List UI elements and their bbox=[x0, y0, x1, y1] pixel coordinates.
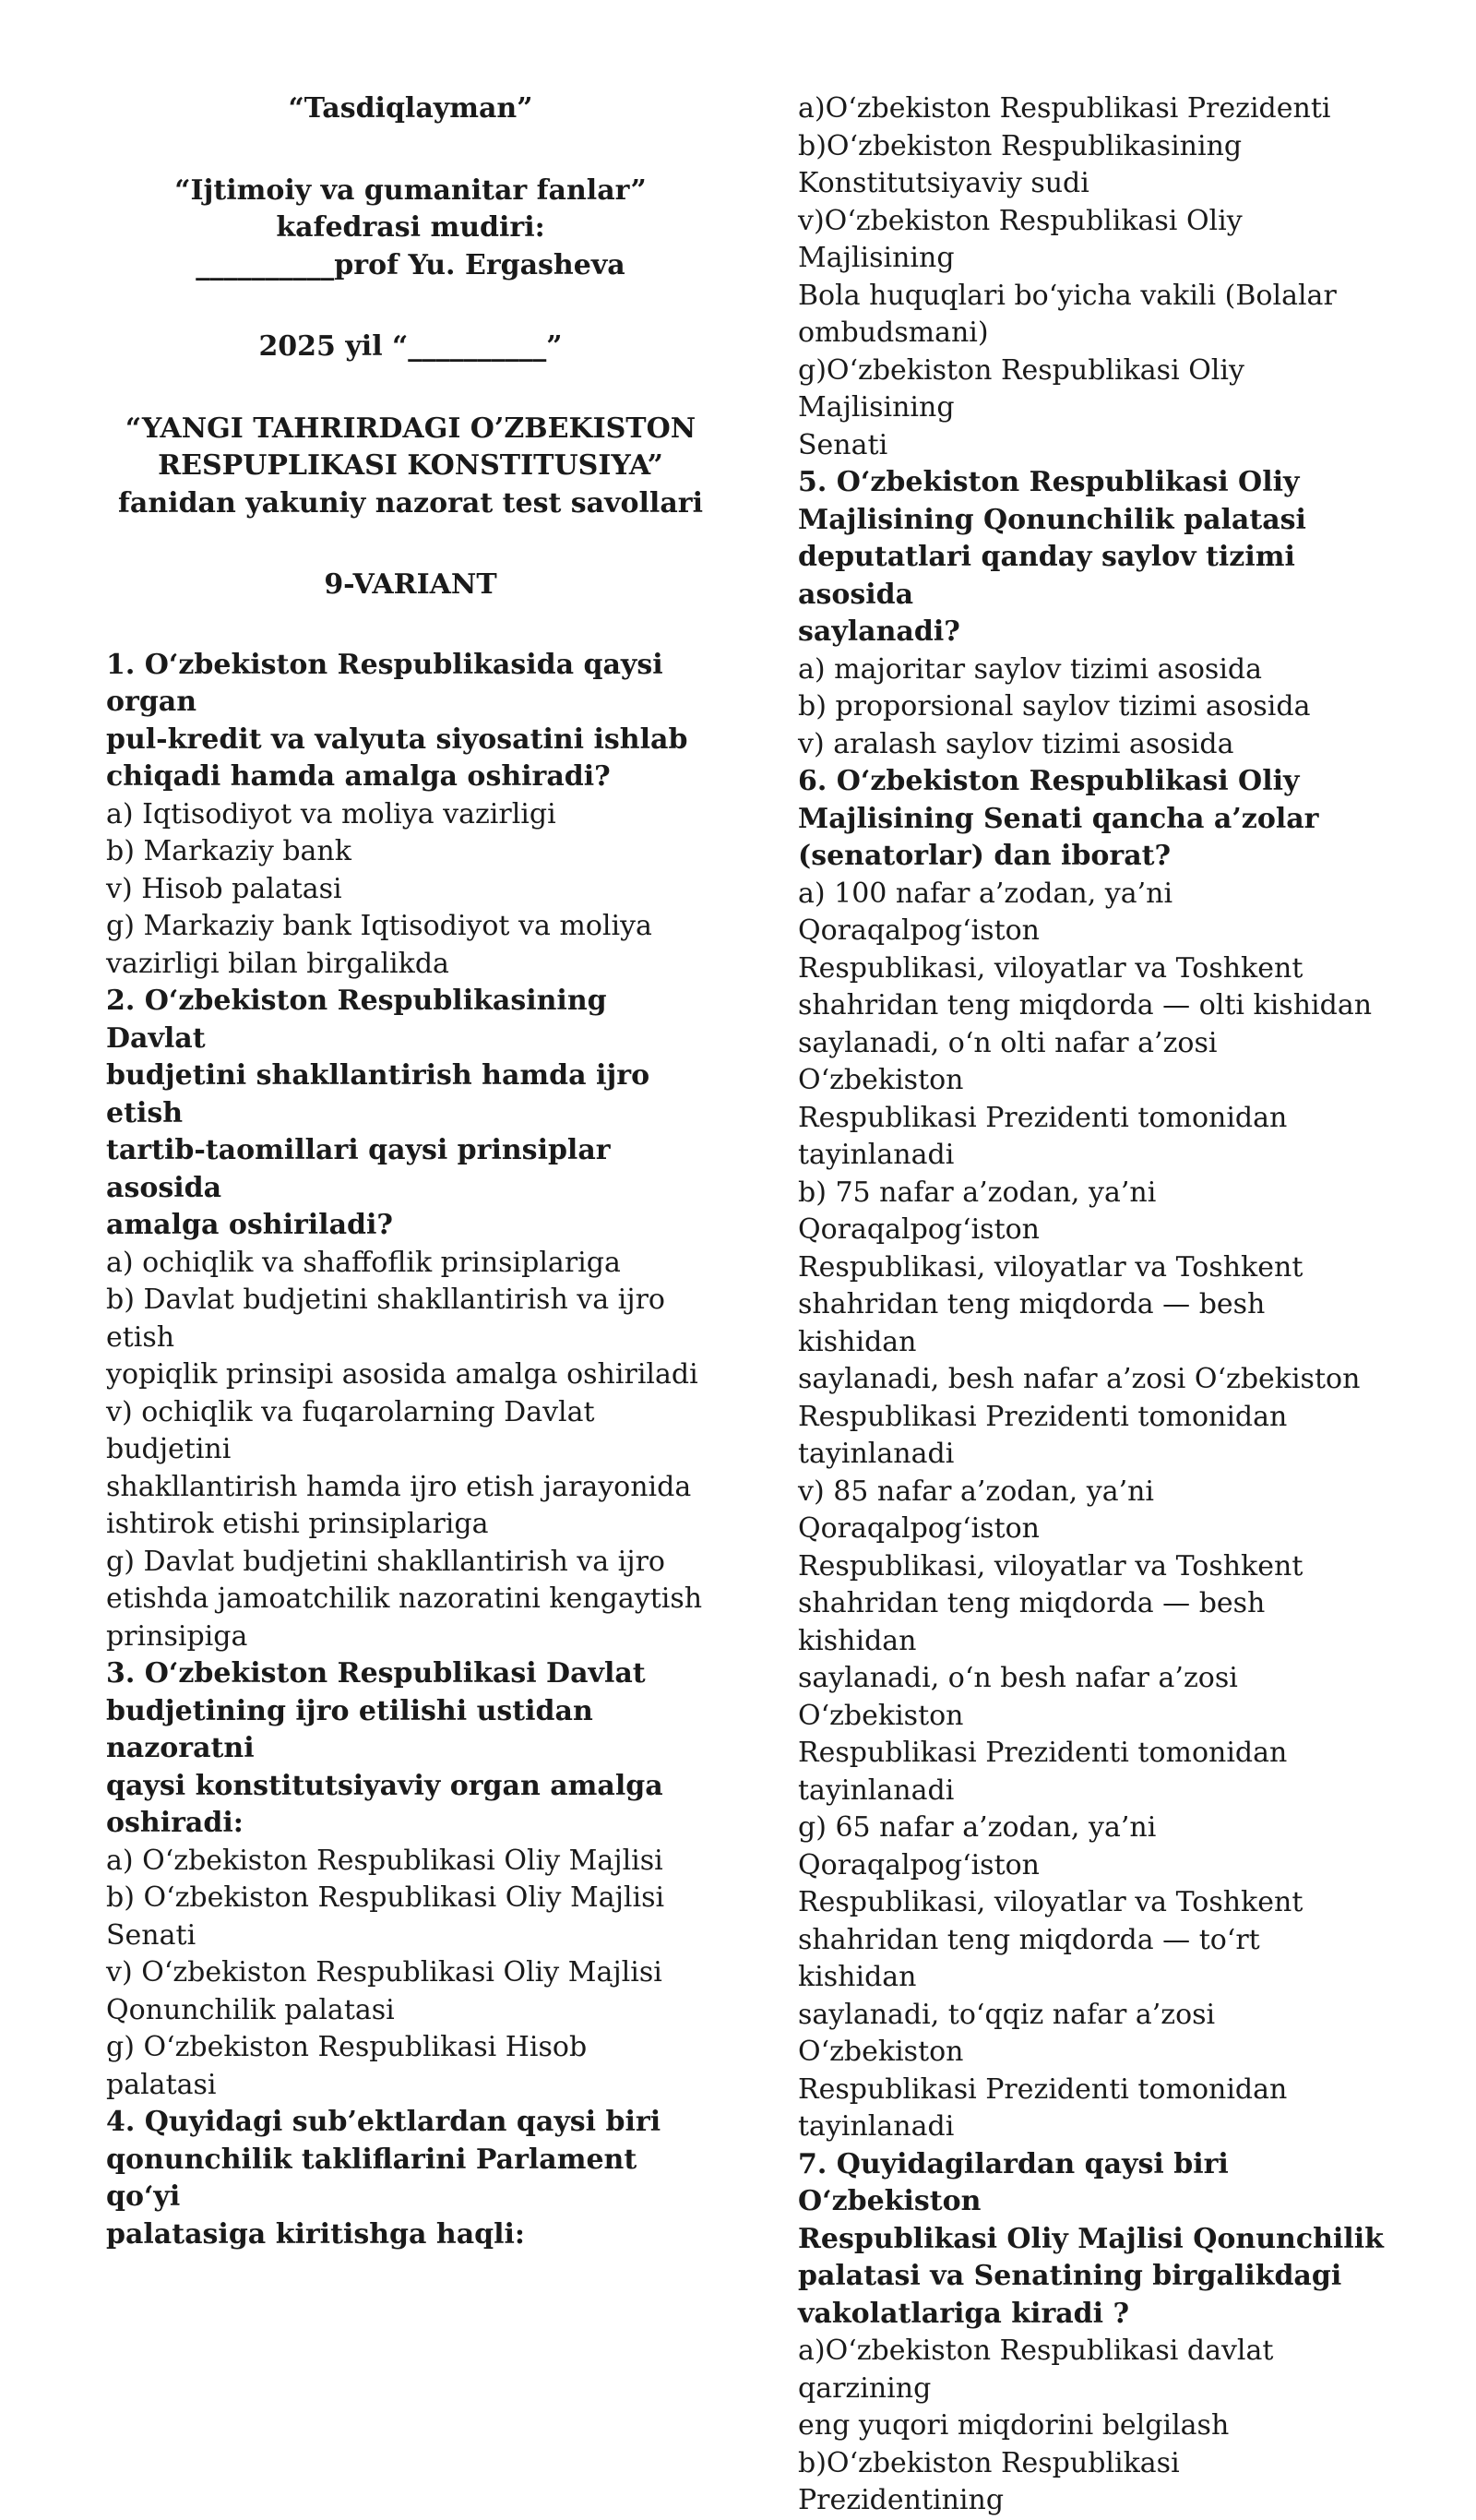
answer-option-line: Respublikasi, viloyatlar va Toshkent bbox=[798, 1250, 1303, 1284]
answer-option-line: tayinlanadi bbox=[798, 1139, 955, 1171]
question-text-line: palatasi va Senatining birgalikdagi bbox=[798, 2260, 1342, 2292]
answer-option-line: v) 85 nafar a’zodan, ya’ni Qoraqalpog‘iston bbox=[798, 1475, 1155, 1545]
answer-option-line: saylanadi, to‘qqiz nafar a’zosi O‘zbekiston bbox=[798, 1998, 1216, 2068]
answer-option-line: Respublikasi Prezidenti tomonidan bbox=[798, 1737, 1288, 1769]
question-text-line: 4. Quyidagi sub’ektlardan qaysi biri bbox=[106, 2106, 661, 2138]
question-text-line: (senatorlar) dan iborat? bbox=[798, 840, 1172, 872]
answer-option-line: g) Davlat budjetini shakllantirish va ijro bbox=[106, 1545, 665, 1578]
question-text-line: vakolatlariga kiradi ? bbox=[798, 2297, 1130, 2330]
answer-option-line: saylanadi, o‘n besh nafar a’zosi O‘zbekiston bbox=[798, 1662, 1238, 1732]
answer-option-line: shahridan teng miqdorda — besh kishidan bbox=[798, 1288, 1266, 1358]
question-text-line: 7. Quyidagilardan qaysi biri O‘zbekiston bbox=[798, 2147, 1229, 2217]
answer-option-line: b)O‘zbekiston Respublikasining bbox=[798, 129, 1243, 162]
question-text-line: Respublikasi Oliy Majlisi Qonunchilik bbox=[798, 2222, 1384, 2255]
department-head-label: kafedrasi mudiri: bbox=[276, 211, 545, 244]
answer-option-line: Senati bbox=[106, 1918, 196, 1952]
answer-option-line: Qonunchilik palatasi bbox=[106, 1993, 395, 2026]
document-header bbox=[106, 90, 706, 647]
answer-option-line: v) Hisob palatasi bbox=[106, 872, 342, 905]
answer-option-line: shahridan teng miqdorda — besh kishidan bbox=[798, 1587, 1266, 1657]
answer-option-line: shahridan teng miqdorda — to‘rt kishidan bbox=[798, 1923, 1260, 1993]
answer-option-line: v) aralash saylov tizimi asosida bbox=[798, 727, 1234, 760]
question-text-line: qonunchilik takliflarini Parlament qo‘yi bbox=[106, 2143, 637, 2213]
answer-option-line: b) 75 nafar a’zodan, ya’ni Qoraqalpog‘iston bbox=[798, 1176, 1157, 1246]
answer-option-line: g) Markaziy bank Iqtisodiyot va moliya bbox=[106, 910, 652, 942]
answer-option-line: b) Markaziy bank bbox=[106, 835, 351, 867]
question-text-line: budjetini shakllantirish hamda ijro etish bbox=[106, 1059, 650, 1129]
answer-option-line: v) O‘zbekiston Respublikasi Oliy Majlisi bbox=[106, 1956, 662, 1989]
question-text-line: qaysi konstitutsiyaviy organ amalga bbox=[106, 1769, 663, 1802]
answer-option-line: etishda jamoatchilik nazoratini kengaytish bbox=[106, 1582, 703, 1615]
question-text-line: oshiradi: bbox=[106, 1807, 244, 1839]
answer-option-line: Respublikasi Prezidenti tomonidan bbox=[798, 1101, 1288, 1134]
answer-option-line: ombudsmani) bbox=[798, 316, 989, 349]
question-text-line: chiqadi hamda amalga oshiradi? bbox=[106, 760, 611, 793]
answer-option-line: Respublikasi, viloyatlar va Toshkent bbox=[798, 951, 1303, 985]
question-text-line: deputatlari qanday saylov tizimi asosida bbox=[798, 541, 1295, 611]
question-text-line: budjetining ijro etilishi ustidan nazoratni bbox=[106, 1694, 593, 1764]
answer-option-line: shakllantirish hamda ijro etish jarayonida bbox=[106, 1470, 692, 1503]
question-text-line: 3. O‘zbekiston Respublikasi Davlat bbox=[106, 1657, 646, 1690]
document-title-line2: RESPUPLIKASI KONSTITUSIYA” bbox=[158, 449, 663, 482]
answer-option-line: vazirligi bilan birgalikda bbox=[106, 947, 449, 980]
answer-option-line: g)O‘zbekiston Respublikasi Oliy Majlisining bbox=[798, 353, 1244, 424]
answer-option-line: a) majoritar saylov tizimi asosida bbox=[798, 652, 1262, 686]
left-column bbox=[106, 90, 706, 2253]
document-title-line1: “YANGI TAHRIRDAGI O’ZBEKISTON bbox=[125, 412, 696, 445]
variant-label: 9-VARIANT bbox=[324, 568, 497, 601]
question-text-line: Majlisining Senati qancha a’zolar bbox=[798, 802, 1319, 835]
answer-option-line: a) Iqtisodiyot va moliya vazirligi bbox=[106, 797, 556, 830]
answer-option-line: Respublikasi Prezidenti tomonidan bbox=[798, 1400, 1288, 1433]
answer-option-line: ishtirok etishi prinsiplariga bbox=[106, 1508, 489, 1540]
answer-option-line: tayinlanadi bbox=[798, 1438, 955, 1470]
answer-option-line: a) O‘zbekiston Respublikasi Oliy Majlisi bbox=[106, 1844, 663, 1877]
answer-option-line: Senati bbox=[798, 428, 888, 461]
answer-option-line: yopiqlik prinsipi asosida amalga oshiriladi bbox=[106, 1358, 698, 1391]
right-questions bbox=[798, 90, 1384, 2520]
answer-option-line: b)O‘zbekiston Respublikasi Prezidentining bbox=[798, 2446, 1180, 2516]
answer-option-line: saylanadi, besh nafar a’zosi O‘zbekiston bbox=[798, 1363, 1361, 1395]
answer-option-line: b) proporsional saylov tizimi asosida bbox=[798, 690, 1311, 723]
question-text-line: 1. O‘zbekiston Respublikasida qaysi organ bbox=[106, 648, 663, 718]
answer-option-line: v) ochiqlik va fuqarolarning Davlat budjetini bbox=[106, 1395, 595, 1465]
question-text-line: 6. O‘zbekiston Respublikasi Oliy bbox=[798, 765, 1300, 797]
right-column bbox=[798, 90, 1384, 2520]
answer-option-line: v)O‘zbekiston Respublikasi Oliy Majlisining bbox=[798, 204, 1243, 274]
question-text-line: pul-kredit va valyuta siyosatini ishlab bbox=[106, 723, 688, 756]
answer-option-line: b) Davlat budjetini shakllantirish va ijro etish bbox=[106, 1284, 665, 1354]
signature-line: __________prof Yu. Ergasheva bbox=[196, 248, 625, 281]
question-text-line: Majlisining Qonunchilik palatasi bbox=[798, 503, 1306, 536]
answer-option-line: Konstitutsiyaviy sudi bbox=[798, 167, 1089, 199]
answer-option-line: tayinlanadi bbox=[798, 2110, 955, 2143]
answer-option-line: tayinlanadi bbox=[798, 1774, 955, 1807]
answer-option-line: g) O‘zbekiston Respublikasi Hisob palatasi bbox=[106, 2031, 588, 2101]
question-text-line: tartib-taomillari qaysi prinsiplar asosida bbox=[106, 1134, 611, 1204]
department-name: “Ijtimoiy va gumanitar fanlar” bbox=[174, 173, 647, 207]
answer-option-line: Respublikasi Prezidenti tomonidan bbox=[798, 2072, 1288, 2106]
question-text-line: 2. O‘zbekiston Respublikasining Davlat bbox=[106, 985, 607, 1055]
document-title-line3: fanidan yakuniy nazorat test savollari bbox=[118, 486, 703, 520]
answer-option-line: eng yuqori miqdorini belgilash bbox=[798, 2409, 1230, 2442]
answer-option-line: prinsipiga bbox=[106, 1619, 248, 1653]
answer-option-line: saylanadi, o‘n olti nafar a’zosi O‘zbekiston bbox=[798, 1026, 1218, 1096]
answer-option-line: a)O‘zbekiston Respublikasi davlat qarzining bbox=[798, 2335, 1274, 2405]
answer-option-line: b) O‘zbekiston Respublikasi Oliy Majlisi bbox=[106, 1881, 665, 1914]
answer-option-line: a) 100 nafar a’zodan, ya’ni Qoraqalpog‘iston bbox=[798, 877, 1173, 947]
question-text-line: saylanadi? bbox=[798, 615, 960, 648]
answer-option-line: Respublikasi, viloyatlar va Toshkent bbox=[798, 1886, 1303, 1918]
date-line: 2025 yil “__________” bbox=[258, 330, 563, 363]
answer-option-line: a)O‘zbekiston Respublikasi Prezidenti bbox=[798, 92, 1331, 125]
answer-option-line: a) ochiqlik va shaffoflik prinsiplariga bbox=[106, 1246, 621, 1279]
answer-option-line: Bola huquqlari bo‘yicha vakili (Bolalar bbox=[798, 279, 1337, 312]
approval-stamp-text: “Tasdiqlayman” bbox=[288, 92, 533, 125]
left-questions bbox=[106, 647, 706, 2254]
question-text-line: amalga oshiriladi? bbox=[106, 1209, 393, 1241]
answer-option-line: shahridan teng miqdorda — olti kishidan bbox=[798, 989, 1373, 1021]
answer-option-line: Respublikasi, viloyatlar va Toshkent bbox=[798, 1549, 1303, 1582]
answer-option-line: g) 65 nafar a’zodan, ya’ni Qoraqalpog‘iston bbox=[798, 1811, 1157, 1881]
question-text-line: 5. O‘zbekiston Respublikasi Oliy bbox=[798, 466, 1300, 498]
question-text-line: palatasiga kiritishga haqli: bbox=[106, 2217, 525, 2251]
